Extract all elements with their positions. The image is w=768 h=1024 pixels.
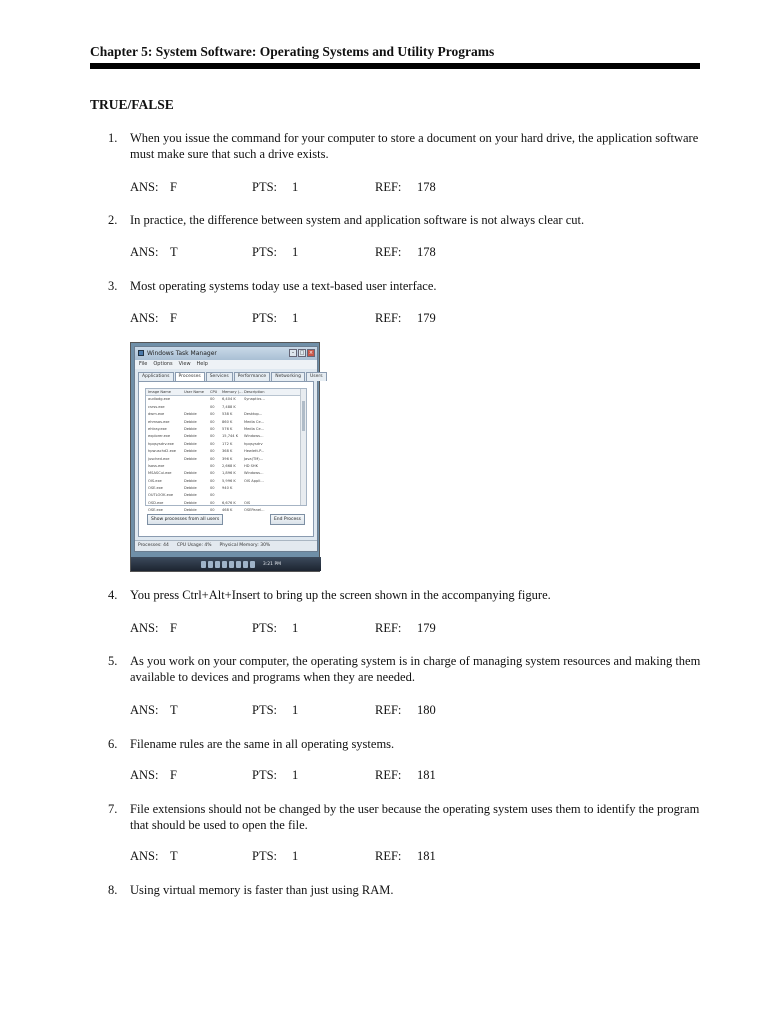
table-cell: OSEPanel... bbox=[244, 508, 265, 513]
ans-value: F bbox=[170, 621, 177, 635]
question-number: 8. bbox=[108, 883, 118, 897]
status-processes: Processes: 44 bbox=[138, 543, 169, 548]
section-heading: TRUE/FALSE bbox=[90, 97, 174, 112]
table-row bbox=[146, 470, 306, 477]
table-row bbox=[146, 411, 306, 418]
status-memory: Physical Memory: 30% bbox=[219, 543, 271, 548]
ref-label: REF: bbox=[375, 703, 402, 717]
ref-label: REF: bbox=[375, 180, 402, 194]
ref-value: 179 bbox=[417, 311, 436, 325]
ans-value: T bbox=[170, 703, 178, 717]
table-row bbox=[146, 448, 306, 455]
menu-item-file: File bbox=[139, 361, 148, 367]
table-cell: Debbie bbox=[184, 412, 197, 417]
ans-value: F bbox=[170, 180, 177, 194]
table-cell: 2,668 K bbox=[222, 463, 236, 468]
question-4 bbox=[108, 587, 708, 603]
tab-users: Users bbox=[306, 372, 327, 381]
taskbar-icon bbox=[208, 561, 213, 568]
pts-label: PTS: bbox=[252, 768, 278, 782]
table-cell: Debbie bbox=[184, 493, 197, 498]
menu-bar bbox=[135, 360, 317, 369]
maximize-icon: □ bbox=[299, 350, 305, 356]
process-table bbox=[145, 388, 307, 513]
ref-label: REF: bbox=[375, 621, 402, 635]
pts-label: PTS: bbox=[252, 849, 278, 863]
table-row bbox=[146, 492, 306, 499]
column-header: Memory (... bbox=[222, 390, 243, 394]
table-cell: explorer.exe bbox=[148, 434, 171, 439]
ans-label: ANS: bbox=[130, 621, 159, 635]
table-cell bbox=[184, 404, 210, 411]
menu-item-options: Options bbox=[153, 361, 173, 367]
table-cell: OSD.exe bbox=[148, 500, 164, 505]
table-cell: Windows... bbox=[244, 471, 264, 476]
table-cell: Hewlett-P... bbox=[244, 449, 265, 454]
table-cell: jusched.exe bbox=[148, 456, 170, 461]
table-row bbox=[146, 500, 306, 507]
table-cell: 468 K bbox=[222, 508, 233, 513]
menu-item-help: Help bbox=[196, 361, 208, 367]
table-cell: csrss.exe bbox=[148, 404, 165, 409]
table-cell: hpwuschd2.exe bbox=[148, 449, 176, 454]
window-titlebar bbox=[135, 347, 317, 360]
question-text: File extensions should not be changed by the user because the operating system uses them to identify the program that should be used to open the file. bbox=[130, 802, 700, 832]
table-cell: 1,896 K bbox=[222, 471, 236, 476]
ref-label: REF: bbox=[375, 768, 402, 782]
ans-label: ANS: bbox=[130, 311, 159, 325]
task-manager-icon bbox=[138, 350, 144, 356]
tab-networking: Networking bbox=[271, 372, 305, 381]
taskbar-icon bbox=[243, 561, 248, 568]
tab-processes: Processes bbox=[175, 372, 205, 381]
pts-value: 1 bbox=[292, 849, 299, 863]
close-icon: × bbox=[308, 350, 314, 356]
question-number: 2. bbox=[108, 213, 118, 227]
table-cell: 860 K bbox=[222, 419, 233, 424]
table-row bbox=[146, 463, 306, 470]
ans-label: ANS: bbox=[130, 703, 159, 717]
table-cell: 00 bbox=[210, 500, 215, 505]
question-text: Using virtual memory is faster than just using RAM. bbox=[130, 883, 394, 897]
ref-value: 180 bbox=[417, 703, 436, 717]
chapter-title: Chapter 5: System Software: Operating Systems and Utility Programs bbox=[90, 44, 495, 59]
table-cell: 6,404 K bbox=[222, 397, 236, 402]
pts-label: PTS: bbox=[252, 245, 278, 259]
table-cell: 5,996 K bbox=[222, 478, 236, 483]
ans-value: T bbox=[170, 849, 178, 863]
status-cpu: CPU Usage: 4% bbox=[176, 543, 212, 548]
table-cell: 00 bbox=[210, 463, 215, 468]
table-cell: ehtray.exe bbox=[148, 426, 167, 431]
table-cell: OSE.exe bbox=[148, 486, 163, 491]
table-cell: Debbie bbox=[184, 508, 197, 513]
table-cell bbox=[184, 396, 210, 403]
table-cell: lsass.exe bbox=[148, 463, 165, 468]
ans-value: T bbox=[170, 245, 178, 259]
table-cell: OIS bbox=[244, 500, 251, 505]
ref-value: 179 bbox=[417, 621, 436, 635]
pts-label: PTS: bbox=[252, 180, 278, 194]
table-cell: 00 bbox=[210, 486, 215, 491]
show-all-processes-button: Show processes from all users bbox=[147, 514, 223, 525]
table-row bbox=[146, 419, 306, 426]
ref-label: REF: bbox=[375, 849, 402, 863]
table-cell: hpqsysdrv bbox=[244, 441, 263, 446]
pts-value: 1 bbox=[292, 703, 299, 717]
question-text: In practice, the difference between system and application software is not always clear cut. bbox=[130, 213, 585, 227]
table-cell: OIS.exe bbox=[148, 478, 162, 483]
column-header: Description bbox=[244, 390, 265, 394]
taskbar-icon bbox=[236, 561, 241, 568]
table-row bbox=[146, 485, 306, 492]
table-row bbox=[146, 441, 306, 448]
table-cell: 00 bbox=[210, 478, 215, 483]
ref-value: 181 bbox=[417, 768, 436, 782]
table-cell: Debbie bbox=[184, 500, 197, 505]
ref-value: 178 bbox=[417, 180, 436, 194]
table-cell: Debbie bbox=[184, 426, 197, 431]
table-cell: Debbie bbox=[184, 471, 197, 476]
table-cell: Debbie bbox=[184, 441, 197, 446]
processes-panel bbox=[138, 381, 314, 537]
question-1 bbox=[108, 130, 708, 162]
minimize-icon: – bbox=[289, 349, 297, 357]
question-5 bbox=[108, 653, 708, 685]
table-cell: 576 K bbox=[222, 426, 233, 431]
ans-label: ANS: bbox=[130, 849, 159, 863]
table-cell: Debbie bbox=[184, 419, 197, 424]
table-cell: Windows... bbox=[244, 434, 264, 439]
table-cell: 00 bbox=[210, 441, 215, 446]
table-cell: Java(TM)... bbox=[244, 456, 264, 461]
taskbar-icon bbox=[229, 561, 234, 568]
question-text: Filename rules are the same in all operating systems. bbox=[130, 737, 395, 751]
table-row bbox=[146, 456, 306, 463]
table-cell bbox=[184, 463, 210, 470]
table-cell: dwm.exe bbox=[148, 412, 165, 417]
table-cell: Media Ce... bbox=[244, 426, 265, 431]
table-cell: 368 K bbox=[222, 449, 233, 454]
table-row bbox=[146, 478, 306, 485]
question-text: When you issue the command for your computer to store a document on your hard drive, the application software must make sure that such a drive exists. bbox=[130, 131, 699, 161]
table-cell: 15,744 K bbox=[222, 434, 239, 439]
table-cell: HD SHK bbox=[244, 463, 258, 468]
table-cell: 00 bbox=[210, 434, 215, 439]
table-cell: OSE.exe bbox=[148, 508, 163, 513]
question-number: 7. bbox=[108, 802, 118, 816]
question-text: You press Ctrl+Alt+Insert to bring up the screen shown in the accompanying figure. bbox=[130, 588, 551, 602]
table-cell: OIS Appli... bbox=[244, 478, 264, 483]
table-row bbox=[146, 396, 306, 403]
table-cell: 172 K bbox=[222, 441, 233, 446]
ref-value: 181 bbox=[417, 849, 436, 863]
taskbar-icon bbox=[222, 561, 227, 568]
table-cell: Synaptics... bbox=[244, 397, 265, 402]
table-row bbox=[146, 404, 306, 411]
menu-item-view: View bbox=[178, 361, 191, 367]
tab-services: Services bbox=[206, 372, 233, 381]
question-8 bbox=[108, 882, 708, 898]
ans-label: ANS: bbox=[130, 768, 159, 782]
taskbar-clock: 3:21 PM bbox=[262, 561, 282, 567]
table-cell: OUTLOOK.exe bbox=[148, 493, 174, 498]
tab-strip bbox=[135, 369, 323, 381]
pts-label: PTS: bbox=[252, 621, 278, 635]
column-header: User Name bbox=[184, 390, 204, 394]
question-6 bbox=[108, 736, 708, 752]
taskbar-icon bbox=[250, 561, 255, 568]
tab-performance: Performance bbox=[234, 372, 271, 381]
table-header bbox=[146, 389, 306, 396]
ans-value: F bbox=[170, 311, 177, 325]
table-cell: Debbie bbox=[184, 434, 197, 439]
ref-label: REF: bbox=[375, 245, 402, 259]
table-cell: 00 bbox=[210, 412, 215, 417]
end-process-button: End Process bbox=[270, 514, 305, 525]
table-cell: ehmsas.exe bbox=[148, 419, 170, 424]
table-cell: 00 bbox=[210, 508, 215, 513]
question-3 bbox=[108, 278, 708, 294]
table-cell: 538 K bbox=[222, 412, 233, 417]
table-cell: 6,676 K bbox=[222, 500, 236, 505]
table-row bbox=[146, 426, 306, 433]
table-cell: 00 bbox=[210, 397, 215, 402]
pts-value: 1 bbox=[292, 621, 299, 635]
pts-value: 1 bbox=[292, 245, 299, 259]
column-header: Image Name bbox=[148, 390, 171, 394]
table-cell: Media Ce... bbox=[244, 419, 265, 424]
question-number: 6. bbox=[108, 737, 118, 751]
question-7 bbox=[108, 801, 708, 833]
question-text: As you work on your computer, the operating system is in charge of managing system resources and making them available to devices and programs when they are needed. bbox=[130, 654, 701, 684]
taskbar-icon bbox=[201, 561, 206, 568]
table-cell: 396 K bbox=[222, 456, 233, 461]
column-header: CPU bbox=[210, 390, 218, 394]
pts-value: 1 bbox=[292, 180, 299, 194]
taskbar-icon bbox=[215, 561, 220, 568]
table-cell bbox=[244, 492, 274, 499]
table-cell bbox=[244, 404, 274, 411]
table-cell: 00 bbox=[210, 426, 215, 431]
table-cell: hpqsysdrv.exe bbox=[148, 441, 174, 446]
tab-applications: Applications bbox=[138, 372, 174, 381]
question-text: Most operating systems today use a text-based user interface. bbox=[130, 279, 437, 293]
table-scrollbar bbox=[300, 389, 306, 505]
table-cell: Debbie bbox=[184, 486, 197, 491]
table-cell: 940 K bbox=[222, 486, 233, 491]
table-cell: Debbie bbox=[184, 449, 197, 454]
pts-label: PTS: bbox=[252, 703, 278, 717]
ans-label: ANS: bbox=[130, 180, 159, 194]
taskbar bbox=[131, 557, 321, 571]
table-cell: 00 bbox=[210, 449, 215, 454]
question-number: 1. bbox=[108, 131, 118, 145]
ref-label: REF: bbox=[375, 311, 402, 325]
ans-value: F bbox=[170, 768, 177, 782]
title-rule bbox=[90, 63, 700, 69]
table-cell: MSASCui.exe bbox=[148, 471, 172, 476]
pts-label: PTS: bbox=[252, 311, 278, 325]
table-cell bbox=[222, 492, 244, 499]
question-number: 3. bbox=[108, 279, 118, 293]
question-2 bbox=[108, 212, 708, 228]
pts-value: 1 bbox=[292, 311, 299, 325]
task-manager-figure bbox=[130, 342, 323, 572]
table-cell: 00 bbox=[210, 493, 215, 498]
table-cell: 00 bbox=[210, 471, 215, 476]
question-number: 4. bbox=[108, 588, 118, 602]
question-number: 5. bbox=[108, 654, 118, 668]
table-cell: audiodg.exe bbox=[148, 397, 171, 402]
table-cell: 00 bbox=[210, 456, 215, 461]
table-cell: Debbie bbox=[184, 478, 197, 483]
table-cell: Desktop... bbox=[244, 412, 263, 417]
window-title: Windows Task Manager bbox=[147, 350, 217, 357]
table-cell: 7,488 K bbox=[222, 404, 236, 409]
status-bar bbox=[135, 540, 317, 550]
pts-value: 1 bbox=[292, 768, 299, 782]
ref-value: 178 bbox=[417, 245, 436, 259]
table-cell: Debbie bbox=[184, 456, 197, 461]
table-cell: 00 bbox=[210, 404, 215, 409]
ans-label: ANS: bbox=[130, 245, 159, 259]
table-cell bbox=[244, 485, 274, 492]
task-manager-window bbox=[134, 346, 323, 552]
table-cell: 00 bbox=[210, 419, 215, 424]
table-row bbox=[146, 433, 306, 440]
